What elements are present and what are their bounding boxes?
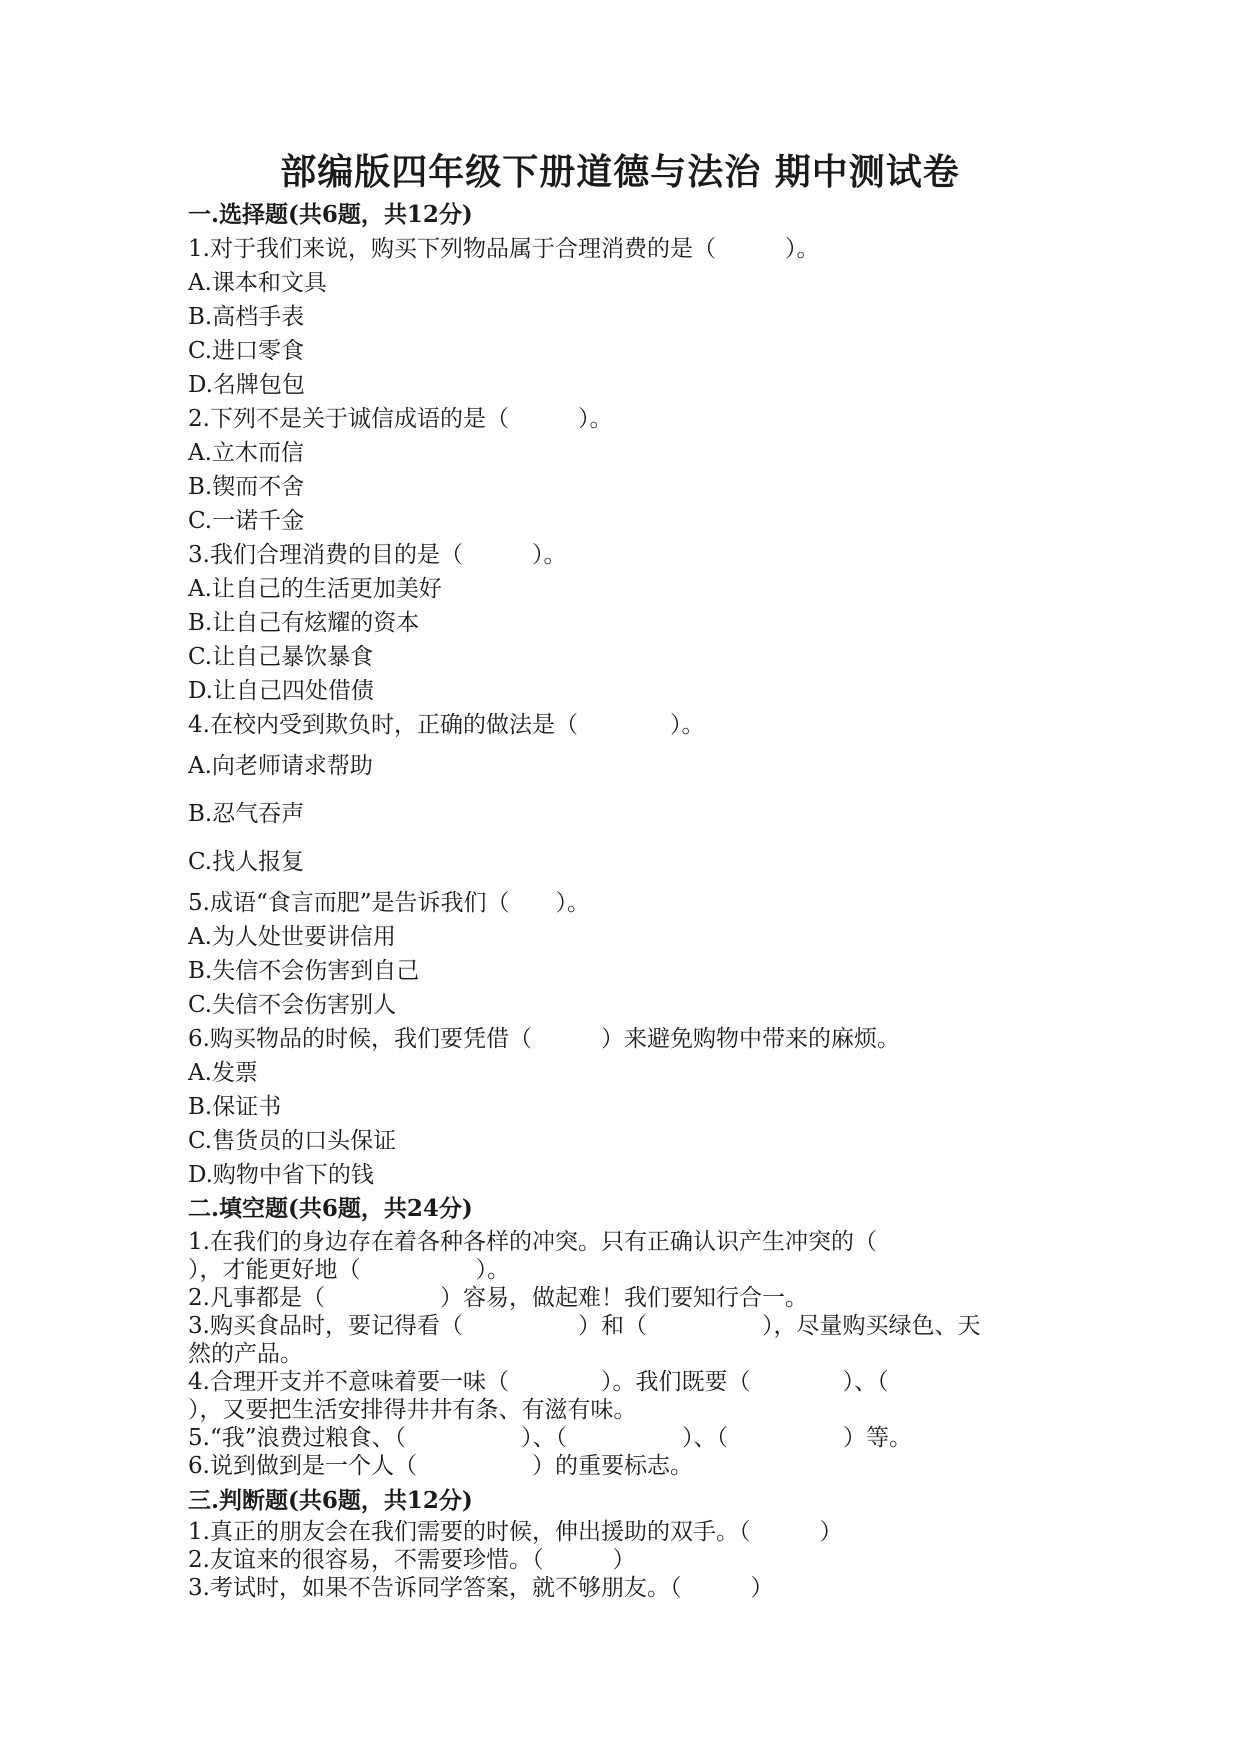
fill-question-5: 5.“我”浪费过粮食、（ ）、（ ）、（ ）等。: [188, 1425, 912, 1451]
option-5b: B.失信不会伤害到自己: [188, 958, 420, 984]
option-4b: B.忍气吞声: [188, 801, 305, 827]
page-title: 部编版四年级下册道德与法治 期中测试卷: [280, 151, 960, 193]
fill-question-1-line-1: 1.在我们的身边存在着各种各样的冲突。只有正确认识产生冲突的（: [188, 1229, 877, 1255]
option-3b: B.让自己有炫耀的资本: [188, 610, 420, 636]
fill-question-1-line-2: ），才能更好地（ ）。: [188, 1257, 510, 1283]
fill-question-4-line-1: 4.合理开支并不意味着要一味（ ）。我们既要（ ）、（: [188, 1369, 889, 1395]
option-1b: B.高档手表: [188, 304, 305, 330]
option-6b: B.保证书: [188, 1094, 282, 1120]
judge-question-3: 3.考试时，如果不告诉同学答案，就不够朋友。（ ）: [188, 1575, 774, 1601]
option-4a: A.向老师请求帮助: [188, 753, 373, 779]
fill-questions: [188, 1228, 1068, 1480]
option-2b: B.锲而不舍: [188, 474, 305, 500]
section-heading-judge: 三.判断题(共6题，共12分): [188, 1487, 473, 1514]
judge-question-1: 1.真正的朋友会在我们需要的时候，伸出援助的双手。（ ）: [188, 1519, 843, 1545]
option-6a: A.发票: [188, 1060, 258, 1086]
section-heading-choice: 一.选择题(共6题，共12分): [188, 201, 473, 228]
option-3c: C.让自己暴饮暴食: [188, 644, 374, 670]
fill-question-4-line-2: ），又要把生活安排得井井有条、有滋有味。: [188, 1397, 637, 1423]
choice-questions: [188, 232, 1068, 1192]
option-6c: C.售货员的口头保证: [188, 1128, 397, 1154]
option-4c: C.找人报复: [188, 849, 305, 875]
question-6: 6.购买物品的时候，我们要凭借（ ）来避免购物中带来的麻烦。: [188, 1026, 900, 1052]
fill-question-3-line-1: 3.购买食品时，要记得看（ ）和（ ），尽量购买绿色、天: [188, 1313, 981, 1339]
option-2a: A.立木而信: [188, 440, 304, 466]
fill-question-3-line-2: 然的产品。: [188, 1341, 303, 1367]
option-3d: D.让自己四处借债: [188, 678, 374, 704]
option-5c: C.失信不会伤害别人: [188, 992, 397, 1018]
question-2: 2.下列不是关于诚信成语的是（ ）。: [188, 406, 613, 432]
exam-content: [188, 198, 1068, 1602]
question-5: 5.成语“食言而肥”是告诉我们（ ）。: [188, 890, 590, 916]
question-4: 4.在校内受到欺负时，正确的做法是（ ）。: [188, 712, 705, 738]
section-heading-fill: 二.填空题(共6题，共24分): [188, 1195, 473, 1222]
judge-question-2: 2.友谊来的很容易，不需要珍惜。（ ）: [188, 1547, 636, 1573]
option-2c: C.一诺千金: [188, 508, 305, 534]
option-1c: C.进口零食: [188, 338, 305, 364]
fill-question-2: 2.凡事都是（ ）容易，做起难！我们要知行合一。: [188, 1285, 808, 1311]
question-3: 3.我们合理消费的目的是（ ）。: [188, 542, 567, 568]
question-1: 1.对于我们来说，购买下列物品属于合理消费的是（ ）。: [188, 236, 820, 262]
option-1a: A.课本和文具: [188, 270, 327, 296]
option-5a: A.为人处世要讲信用: [188, 924, 396, 950]
judge-questions: [188, 1518, 1068, 1602]
option-3a: A.让自己的生活更加美好: [188, 576, 442, 602]
fill-question-6: 6.说到做到是一个人（ ）的重要标志。: [188, 1453, 693, 1479]
option-6d: D.购物中省下的钱: [188, 1162, 374, 1188]
option-1d: D.名牌包包: [188, 372, 305, 398]
